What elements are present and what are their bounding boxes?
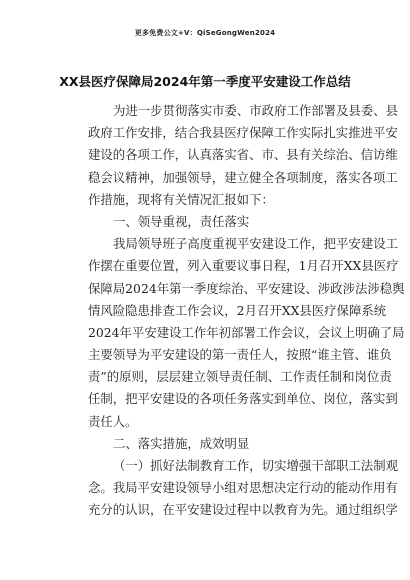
paragraph-line: 主要领导为平安建设的第一责任人，按照“谁主管、谁负 — [88, 347, 392, 363]
paragraph-line: 2024年平安建设工作年初部署工作会议，会议上明确了局 — [88, 324, 405, 340]
paragraph-line: 责任人。 — [88, 413, 138, 429]
paragraph-line: 保障局2024年第一季度综治、平安建设、涉政涉法涉稳舆 — [88, 280, 405, 296]
paragraph-line: 稳会议精神，加强领导，建立健全各项制度，落实各项工 — [88, 169, 398, 185]
paragraph-line: 情风险隐患排查工作会议，2月召开XX县医疗保障系统 — [88, 302, 387, 318]
paragraph-line: 念。我局平安建设领导小组对思想决定行动的能动作用有 — [88, 480, 398, 496]
paragraph-line: 政府工作安排，结合我县医疗保障工作实际扎实推进平安 — [88, 125, 398, 141]
paragraph-line: （一）抓好法制教育工作，切实增强干部职工法制观 — [113, 458, 398, 473]
paragraph-line: 作措施，现将有关情况汇报如下： — [88, 191, 274, 207]
paragraph-line: 建设的各项工作，认真落实省、市、县有关综治、信访维 — [88, 147, 398, 163]
paragraph-line: 任制，把平安建设的各项任务落实到单位、岗位，落实到 — [88, 391, 398, 407]
paragraph-line: 责”的原则，层层建立领导责任制、工作责任制和岗位责 — [88, 369, 392, 385]
document-title: XX县医疗保障局2024年第一季度平安建设工作总结 — [59, 74, 351, 89]
document-body — [88, 100, 405, 522]
section-heading: 二、落实措施，成效明显 — [113, 435, 250, 451]
paragraph-line: 作摆在重要位置，列入重要议事日程，1月召开XX县医疗 — [88, 258, 399, 274]
paragraph-line: 为进一步贯彻落实市委、市政府工作部署及县委、县 — [113, 103, 398, 118]
paragraph-line: 充分的认识，在平安建设过程中以教育为先。通过组织学 — [88, 502, 398, 518]
header-note: 更多免费公文+V：QiSeGongWen2024 — [134, 29, 276, 37]
section-heading: 一、领导重视，责任落实 — [113, 213, 250, 229]
paragraph-line: 我局领导班子高度重视平安建设工作，把平安建设工 — [113, 236, 398, 252]
